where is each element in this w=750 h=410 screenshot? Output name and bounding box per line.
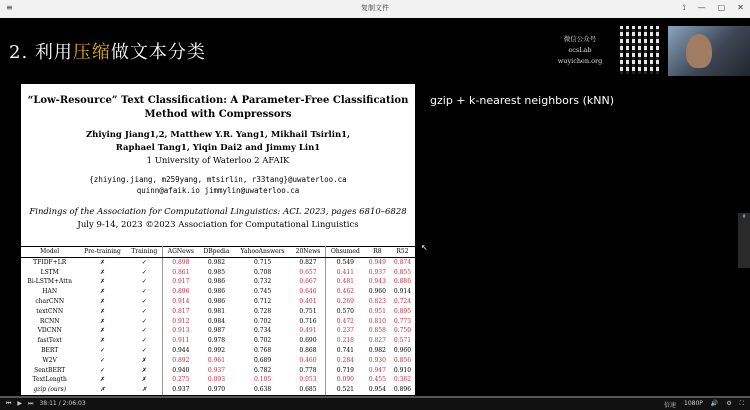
table-cell: 0.827 bbox=[291, 257, 325, 267]
watermark-line1: 微信公众号 bbox=[563, 35, 597, 43]
table-cell: 0.855 bbox=[393, 268, 412, 276]
controls-left bbox=[6, 400, 86, 408]
table-cell: ✓ bbox=[99, 356, 106, 364]
table-header-cell: YahooAnswers bbox=[234, 247, 291, 258]
table-cell: 0.982 bbox=[207, 258, 226, 266]
table-cell: 0.987 bbox=[207, 327, 226, 335]
table-cell: 0.951 bbox=[368, 307, 386, 315]
table-cell: 0.949 bbox=[368, 258, 386, 266]
table-cell: ✗ bbox=[78, 385, 126, 395]
fullscreen-icon[interactable]: ⛶ bbox=[739, 400, 744, 407]
table-row bbox=[21, 326, 415, 336]
table-cell: 0.362 bbox=[393, 376, 412, 384]
speed-button[interactable]: 倍速 bbox=[664, 402, 677, 409]
table-cell: 0.716 bbox=[291, 317, 325, 327]
window-titlebar bbox=[0, 0, 750, 19]
table-cell: 0.462 bbox=[336, 288, 354, 296]
table-cell: LSTM bbox=[40, 268, 59, 276]
table-cell: 0.218 bbox=[336, 337, 354, 345]
table-cell: ✗ bbox=[99, 297, 106, 305]
table-cell: 0.728 bbox=[253, 307, 272, 315]
table-cell: 0.702 bbox=[253, 317, 272, 325]
slide-title-prefix: 2. 利用 bbox=[9, 42, 73, 63]
table-cell: 0.472 bbox=[336, 317, 354, 325]
paper-header bbox=[21, 84, 415, 256]
slide-title bbox=[9, 38, 206, 64]
table-cell: ✗ bbox=[99, 258, 106, 266]
stats-icon: ▮ bbox=[742, 213, 746, 218]
presenter-avatar bbox=[686, 34, 712, 68]
paper-emails-line1: {zhiying.jiang, m259yang, mtsirlin, r33tang}@uwaterloo.ca bbox=[89, 175, 347, 184]
table-cell: 0.986 bbox=[207, 288, 226, 296]
table-cell: RCNN bbox=[39, 317, 60, 325]
table-cell: 0.284 bbox=[336, 356, 354, 364]
table-row bbox=[21, 257, 415, 267]
table-cell: 0.943 bbox=[368, 278, 386, 286]
table-cell: 0.702 bbox=[253, 337, 272, 345]
table-cell: 0.947 bbox=[368, 366, 386, 374]
progress-bar[interactable] bbox=[0, 396, 750, 398]
table-cell: 0.827 bbox=[368, 337, 386, 345]
table-header-cell: R8 bbox=[365, 247, 390, 258]
table-cell: 0.937 bbox=[368, 268, 386, 276]
table-cell: ✓ bbox=[127, 346, 163, 356]
table-header-cell: DBpedia bbox=[199, 247, 234, 258]
table-cell: 0.982 bbox=[368, 346, 386, 354]
table-cell: ✗ bbox=[99, 288, 106, 296]
table-cell: ✓ bbox=[127, 317, 163, 327]
table-cell: 0.940 bbox=[172, 366, 190, 374]
table-cell: 0.778 bbox=[291, 366, 325, 376]
table-cell: 0.817 bbox=[172, 307, 190, 315]
table-cell: 0.856 bbox=[393, 356, 412, 364]
table-cell: ✓ bbox=[127, 307, 163, 317]
table-cell: ✓ bbox=[127, 287, 163, 297]
table-cell: ✓ bbox=[127, 336, 163, 346]
table-row bbox=[21, 366, 415, 376]
table-cell: 0.896 bbox=[390, 385, 415, 395]
prev-icon[interactable]: ⏮ bbox=[6, 400, 12, 407]
table-cell: ✗ bbox=[127, 375, 163, 385]
table-cell: 0.741 bbox=[336, 346, 354, 354]
table-row bbox=[21, 268, 415, 278]
table-cell: 0.868 bbox=[291, 346, 325, 356]
quality-button[interactable]: 1080P bbox=[684, 400, 703, 407]
table-cell: 0.646 bbox=[291, 287, 325, 297]
table-cell: 0.810 bbox=[368, 317, 386, 325]
table-cell: 0.105 bbox=[253, 376, 272, 384]
table-cell: 0.895 bbox=[393, 307, 412, 315]
table-cell: 0.861 bbox=[172, 268, 190, 276]
table-header-cell: R52 bbox=[390, 247, 415, 258]
table-cell: ✓ bbox=[127, 277, 163, 287]
side-stats-panel bbox=[738, 213, 750, 268]
settings-icon[interactable]: ⚙ bbox=[726, 400, 732, 407]
table-cell: 0.858 bbox=[368, 327, 386, 335]
table-cell: ✗ bbox=[99, 317, 106, 325]
table-cell: 0.911 bbox=[172, 337, 190, 345]
table-cell: 0.930 bbox=[368, 356, 386, 364]
table-cell: 0.970 bbox=[199, 385, 234, 395]
method-caption: gzip + k-nearest neighbors (kNN) bbox=[430, 94, 615, 107]
slide-title-highlight: 压缩 bbox=[72, 42, 111, 63]
video-frame[interactable] bbox=[0, 18, 750, 396]
mouse-cursor-icon: ↖ bbox=[421, 243, 428, 252]
table-cell: 0.751 bbox=[291, 307, 325, 317]
table-cell: 0.570 bbox=[336, 307, 354, 315]
table-cell: 0.984 bbox=[207, 317, 226, 325]
table-cell: 0.053 bbox=[291, 375, 325, 385]
table-cell: 0.937 bbox=[162, 385, 198, 395]
table-cell: 0.460 bbox=[291, 356, 325, 366]
table-cell: charCNN bbox=[35, 297, 65, 305]
table-cell: 0.269 bbox=[336, 297, 354, 305]
volume-icon[interactable]: 🔊 bbox=[710, 400, 719, 407]
watermark bbox=[545, 34, 615, 67]
table-cell: 0.571 bbox=[393, 337, 412, 345]
table-cell: 0.750 bbox=[393, 327, 412, 335]
table-cell: 0.782 bbox=[253, 366, 272, 374]
table-cell: 0.667 bbox=[291, 277, 325, 287]
table-row bbox=[21, 346, 415, 356]
table-cell: gzip (ours) bbox=[21, 385, 78, 395]
table-cell: ✓ bbox=[127, 268, 163, 278]
table-cell: 0.896 bbox=[172, 288, 190, 296]
table-cell: 0.914 bbox=[393, 288, 412, 296]
table-cell: 0.917 bbox=[172, 278, 190, 286]
table-row bbox=[21, 336, 415, 346]
table-cell: ✗ bbox=[99, 327, 106, 335]
table-body bbox=[21, 257, 415, 395]
table-cell: ✗ bbox=[99, 278, 106, 286]
table-cell: 0.960 bbox=[368, 288, 386, 296]
table-cell: W2V bbox=[42, 356, 57, 364]
table-cell: 0.521 bbox=[325, 385, 364, 395]
minimize-icon[interactable]: — bbox=[697, 3, 706, 12]
table-row bbox=[21, 385, 415, 395]
table-cell: ✗ bbox=[99, 268, 106, 276]
table-cell: 0.732 bbox=[253, 278, 272, 286]
paper-emails-line2: quinn@afaik.io jimmylin@uwaterloo.ca bbox=[136, 186, 300, 195]
paper-title bbox=[21, 94, 415, 122]
next-icon[interactable]: ⏭ bbox=[28, 400, 34, 407]
table-cell: ✗ bbox=[127, 385, 163, 395]
paper-title-line2: Method with Compressors bbox=[144, 109, 292, 120]
table-header-cell: 20News bbox=[291, 247, 325, 258]
results-table bbox=[21, 246, 415, 396]
table-cell: 0.913 bbox=[172, 327, 190, 335]
table-cell: 0.981 bbox=[207, 307, 226, 315]
table-cell: 0.910 bbox=[393, 366, 412, 374]
paper-title-line1: “Low-Resource” Text Classification: A Parameter-Free Classification bbox=[27, 95, 409, 106]
table-cell: 0.886 bbox=[393, 278, 412, 286]
table-cell: 0.411 bbox=[336, 268, 354, 276]
table-cell: 0.892 bbox=[172, 356, 190, 364]
table-cell: 0.712 bbox=[253, 297, 272, 305]
table-cell: 0.944 bbox=[172, 346, 190, 354]
paper-authors-line1: Zhiying Jiang1,2, Matthew Y.R. Yang1, Mikhail Tsirlin1, bbox=[85, 130, 351, 140]
table-cell: ✓ bbox=[127, 326, 163, 336]
table-row bbox=[21, 297, 415, 307]
table-cell: 0.912 bbox=[172, 317, 190, 325]
play-icon[interactable]: ▶ bbox=[17, 400, 23, 407]
app-menu-icon[interactable]: ≡ bbox=[6, 3, 13, 12]
table-cell: ✓ bbox=[127, 257, 163, 267]
paper-authors-line2: Raphael Tang1, Yiqin Dai2 and Jimmy Lin1 bbox=[115, 143, 321, 153]
table-cell: 0.823 bbox=[368, 297, 386, 305]
table-cell: 0.986 bbox=[207, 297, 226, 305]
table-cell: SentBERT bbox=[34, 366, 66, 374]
table-cell: ✗ bbox=[99, 307, 106, 315]
table-row bbox=[21, 356, 415, 366]
table-cell: 0.549 bbox=[336, 258, 354, 266]
slide-title-suffix: 做文本分类 bbox=[110, 42, 206, 63]
paper-venue-line1 bbox=[21, 206, 415, 219]
table-cell: 0.745 bbox=[253, 288, 272, 296]
table-row bbox=[21, 317, 415, 327]
table-row bbox=[21, 287, 415, 297]
table-cell: HAN bbox=[42, 288, 58, 296]
table-cell: TFIDF+LR bbox=[33, 258, 67, 266]
qr-code bbox=[620, 26, 660, 74]
table-row bbox=[21, 375, 415, 385]
table-cell: 0.768 bbox=[253, 346, 272, 354]
presenter-camera bbox=[668, 26, 750, 76]
table-cell: 0.093 bbox=[207, 376, 226, 384]
table-cell: ✓ bbox=[99, 346, 106, 354]
time-display: 38:11 / 2:06:03 bbox=[39, 400, 86, 407]
table-cell: 0.874 bbox=[393, 258, 412, 266]
table-cell: 0.961 bbox=[207, 356, 226, 364]
table-cell: 0.657 bbox=[291, 268, 325, 278]
controls-right bbox=[664, 400, 744, 409]
table-cell: 0.960 bbox=[393, 346, 412, 354]
table-cell: ✓ bbox=[99, 366, 106, 374]
table-cell: 0.986 bbox=[207, 278, 226, 286]
table-cell: TextLength bbox=[32, 376, 67, 384]
maximize-icon[interactable]: ▢ bbox=[717, 3, 726, 12]
paper-venue-text: Findings of the Association for Computational Linguistics: ACL 2023, pages 6810–6828 bbox=[29, 207, 407, 217]
table-cell: 0.090 bbox=[336, 376, 354, 384]
table-cell: 0.914 bbox=[172, 297, 190, 305]
player-controls bbox=[0, 396, 750, 410]
table-cell: BERT bbox=[41, 346, 59, 354]
table-cell: 0.689 bbox=[253, 356, 272, 364]
table-cell: 0.481 bbox=[336, 278, 354, 286]
pin-icon[interactable]: ⟟ bbox=[682, 3, 686, 12]
watermark-line3: wuyichen.org bbox=[557, 57, 603, 65]
table-header-row bbox=[21, 247, 415, 258]
table-row bbox=[21, 277, 415, 287]
window-title: 复制文件 bbox=[361, 4, 389, 12]
table-cell: 0.638 bbox=[234, 385, 291, 395]
table-cell: 0.690 bbox=[291, 336, 325, 346]
table-cell: ✓ bbox=[127, 297, 163, 307]
table-cell: 0.401 bbox=[291, 297, 325, 307]
table-header-cell: Training bbox=[127, 247, 163, 258]
paper-affiliation: 1 University of Waterloo 2 AFAIK bbox=[146, 156, 290, 166]
table-cell: 0.992 bbox=[207, 346, 226, 354]
paper-authors bbox=[21, 129, 415, 155]
results-table-grid bbox=[21, 246, 415, 396]
table-cell: 0.734 bbox=[253, 327, 272, 335]
table-cell: 0.237 bbox=[336, 327, 354, 335]
table-cell: 0.898 bbox=[172, 258, 190, 266]
table-cell: 0.715 bbox=[253, 258, 272, 266]
table-cell: 0.937 bbox=[207, 366, 226, 374]
table-cell: ✗ bbox=[99, 376, 106, 384]
table-header-cell: Pre-training bbox=[78, 247, 126, 258]
table-cell: 0.708 bbox=[253, 268, 272, 276]
table-cell: 0.773 bbox=[393, 317, 412, 325]
table-header-cell: Model bbox=[21, 247, 78, 258]
table-row bbox=[21, 307, 415, 317]
paper-venue bbox=[21, 206, 415, 232]
table-cell: Bi-LSTM+Attn bbox=[27, 278, 72, 286]
table-cell: 0.455 bbox=[368, 376, 386, 384]
table-header-cell: Ohsumed bbox=[325, 247, 364, 258]
table-cell: 0.954 bbox=[365, 385, 390, 395]
table-cell: ✗ bbox=[127, 366, 163, 376]
table-cell: 0.985 bbox=[207, 268, 226, 276]
paper-venue-line2: July 9-14, 2023 ©2023 Association for Computational Linguistics bbox=[77, 220, 359, 230]
table-cell: 0.685 bbox=[291, 385, 325, 395]
table-cell: fastText bbox=[37, 337, 62, 345]
table-cell: 0.978 bbox=[207, 337, 226, 345]
table-cell: 0.719 bbox=[336, 366, 354, 374]
close-icon[interactable]: ✕ bbox=[737, 3, 744, 12]
table-cell: VDCNN bbox=[37, 327, 62, 335]
table-cell: ✗ bbox=[99, 337, 106, 345]
window-controls bbox=[683, 3, 744, 13]
table-cell: 0.275 bbox=[172, 376, 190, 384]
paper-emails bbox=[21, 174, 415, 196]
table-cell: ✗ bbox=[127, 356, 163, 366]
table-header-cell: AGNews bbox=[162, 247, 198, 258]
table-cell: 0.724 bbox=[393, 297, 412, 305]
table-cell: textCNN bbox=[36, 307, 64, 315]
watermark-line2: ecsLab bbox=[568, 46, 592, 54]
table-cell: 0.491 bbox=[291, 326, 325, 336]
